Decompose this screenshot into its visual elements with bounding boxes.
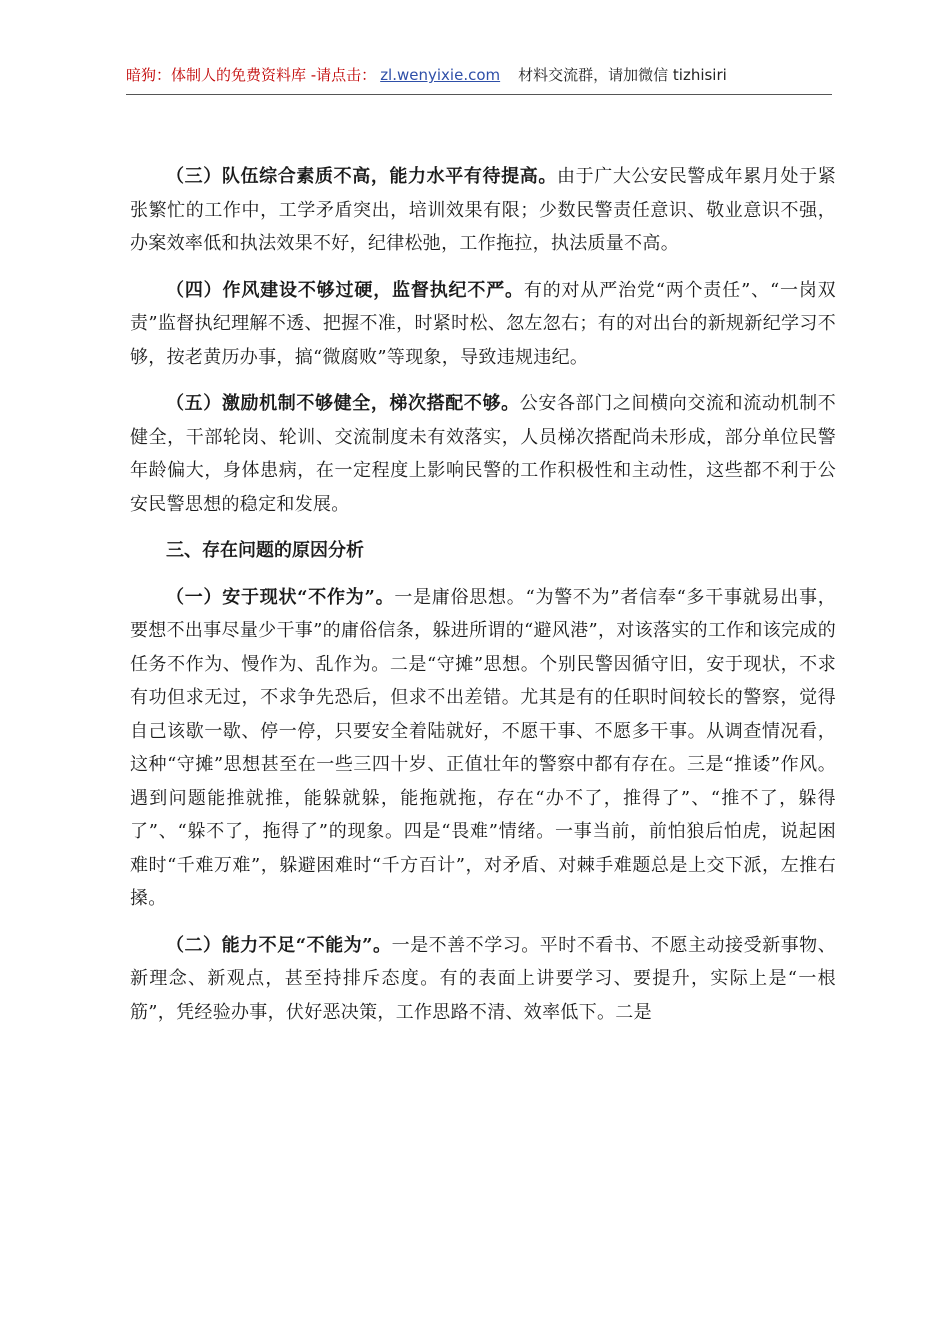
paragraph-text: 由于广大公安民警成年累月处于紧张繁忙的工作中，工学矛盾突出，培训效果有限；少数民警责任意识、敬业意识不强，办案效率低和执法效果不好，纪律松弛，工作拖拉，执法质量不高。: [130, 166, 836, 254]
section-title: 三、存在问题的原因分析: [166, 540, 364, 561]
paragraph-5: [130, 387, 836, 521]
paragraph-text: 一是庸俗思想。“为警不为”者信奉“多干事就易出事，要想不出事尽量少干事”的庸俗信条，躲进所谓的“避风港”，对该落实的工作和该完成的任务不作为、慢作为、乱作为。二是“守摊”思想。个别民警因循守旧，安于现状，不求有功但求无过，不求争先恐后，但求不出差错。尤其是有的任职时间较长的警察，觉得自己该歇一歇、停一停，只要安全着陆就好，不愿干事、不愿多干事。从调查情况看，这种“守摊”思想甚至在一些三四十岁、正值壮年的警察中都有存在。三是“推诿”作风。遇到问题能推就推，能躲就躲，能拖就拖，存在“办不了，推得了”、“推不了，躲得了”、“躲不了，拖得了”的现象。四是“畏难”情绪。一事当前，前怕狼后怕虎，说起困难时“千难万难”，躲避困难时“千方百计”，对矛盾、对棘手难题总是上交下派，左推右搡。: [130, 586, 836, 909]
paragraph-heading: （三）队伍综合素质不高，能力水平有待提高。: [166, 166, 558, 187]
paragraph-text: 有的对从严治党“两个责任”、“一岗双责”监督执纪理解不透、把握不准，时紧时松、忽左忽右；有的对出台的新规新纪学习不够，按老黄历办事，搞“微腐败”等现象，导致违规违纪。: [130, 279, 836, 368]
analysis-1: [130, 581, 836, 916]
document-body: [130, 160, 836, 1042]
page-header: [126, 64, 832, 95]
header-link[interactable]: zl.wenyixie.com: [380, 66, 501, 84]
paragraph-heading: （五）激励机制不够健全，梯次搭配不够。: [166, 393, 520, 414]
paragraph-text: 一是不善不学习。平时不看书、不愿主动接受新事物、新理念、新观点，甚至持排斥态度。有的表面上讲要学习、要提升，实际上是“一根筋”，凭经验办事，伏好恶决策，工作思路不清、效率低下。二是: [130, 934, 836, 1023]
paragraph-heading: （二）能力不足“不能为”。: [166, 934, 392, 956]
paragraph-3: [130, 160, 836, 261]
header-site-label: 暗狗：体制人的免费资料库 -请点击：: [126, 66, 377, 84]
paragraph-4: [130, 274, 836, 375]
paragraph-text: 公安各部门之间横向交流和流动机制不健全，干部轮岗、轮训、交流制度未有效落实，人员梯次搭配尚未形成，部分单位民警年龄偏大，身体患病，在一定程度上影响民警的工作积极性和主动性，这些都不利于公安民警思想的稳定和发展。: [130, 393, 836, 515]
paragraph-heading: （四）作风建设不够过硬，监督执纪不严。: [166, 279, 524, 301]
analysis-2: [130, 929, 836, 1030]
header-contact: 材料交流群，请加微信 tizhisiri: [518, 66, 727, 84]
paragraph-heading: （一）安于现状“不作为”。: [166, 586, 395, 608]
